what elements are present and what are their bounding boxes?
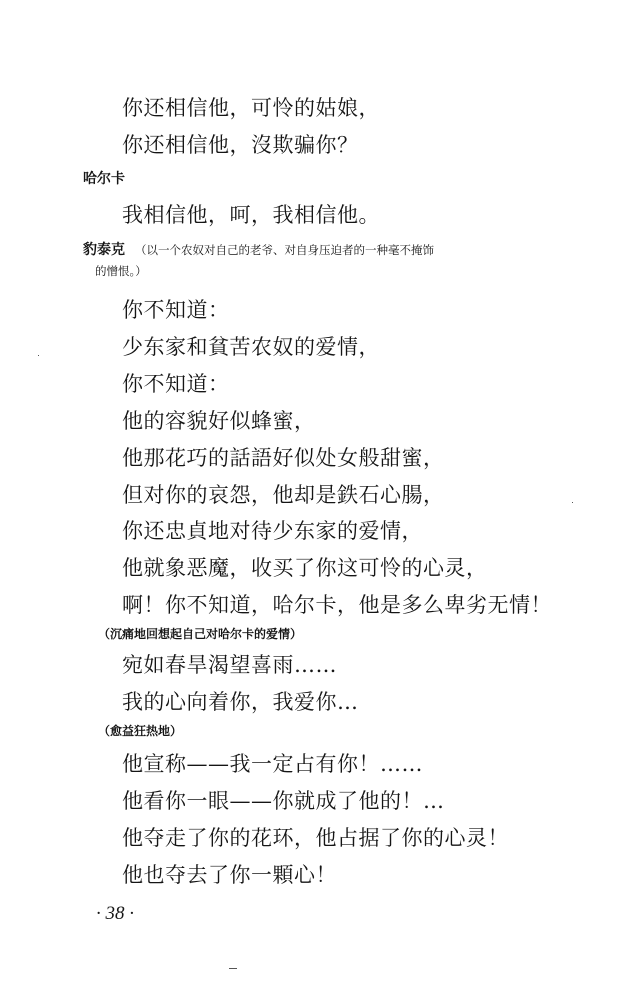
scan-speck <box>572 502 573 503</box>
stage-direction: （以一个农奴对自己的老爷、对自身压迫者的一种毫不掩饰 <box>135 243 434 257</box>
verse-line: 他夺走了你的花环，他占据了你的心灵！ <box>122 826 509 850</box>
verse-line: 但对你的哀怨，他却是鉄石心腸， <box>122 483 445 507</box>
verse-line: 他那花巧的話語好似处女般甜蜜， <box>122 446 445 470</box>
verse-line: 你还相信他，沒欺骗你？ <box>122 133 359 157</box>
verse-line: 他也夺去了你一顆心！ <box>122 863 337 887</box>
verse-line: 少东家和貧苦农奴的爱情， <box>122 335 380 359</box>
verse-line: 你不知道： <box>122 372 230 396</box>
stage-direction: （愈益狂热地） <box>98 724 183 738</box>
verse-line: 他就象恶魔，收买了你这可怜的心灵， <box>122 556 488 580</box>
stage-direction: （沉痛地回想起自己对哈尔卡的爱情） <box>98 627 303 641</box>
stage-direction: 的憎恨。） <box>95 264 147 278</box>
verse-line: 我相信他，呵，我相信他。 <box>122 203 380 227</box>
verse-line: 啊！你不知道，哈尔卡，他是多么卑劣无情！ <box>122 593 552 617</box>
verse-line: 宛如春旱渴望喜雨…… <box>122 653 337 677</box>
verse-line: 他的容貌好似蜂蜜， <box>122 409 316 433</box>
speaker-name: 豹泰克 <box>83 242 125 258</box>
speaker-name: 哈尔卡 <box>83 171 125 187</box>
verse-line: 我的心向着你，我爱你… <box>122 690 359 714</box>
scan-speck <box>229 968 237 969</box>
verse-line: 他宣称——我一定占有你！…… <box>122 752 423 776</box>
scan-speck <box>38 355 39 356</box>
verse-line: 他看你一眼——你就成了他的！… <box>122 789 445 813</box>
verse-line: 你还相信他，可怜的姑娘， <box>122 96 380 120</box>
page-number: · 38 · <box>96 903 134 924</box>
verse-line: 你还忠貞地对待少东家的爱情， <box>122 519 423 543</box>
verse-line: 你不知道： <box>122 298 230 322</box>
